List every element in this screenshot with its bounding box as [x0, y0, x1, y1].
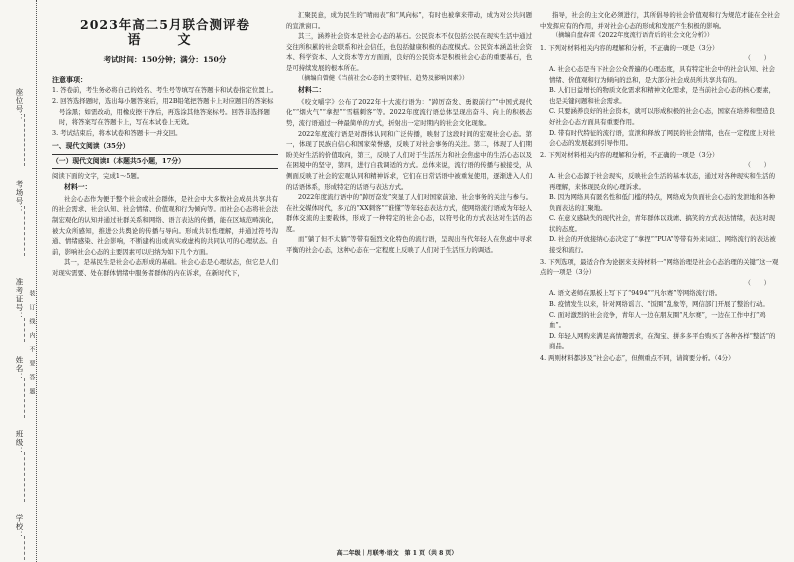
admission-label: 准考证号： [15, 278, 24, 321]
option-c: C. 只要涵养良好的社会资本，就可以形成积极的社会心态，国家在培养和塑造良好社会心态方面具有重要作用。 [549, 107, 776, 126]
answer-bracket: （ ） [744, 54, 770, 63]
note-item: 2. 回答选择题时，选出每小题答案后，用2B铅笔把答题卡上对应题目的答案标号涂黑；如需改动，用橡皮擦干净后，再选涂其他答案标号。回答非选择题时，将答案写在答题卡上，写在本试卷上无效。 [52, 96, 274, 127]
body-paragraph: 社会心态作为便于整个社会或社会群体，是社会中大多数社会成员共享共有的社会需求、社会认知、社会情绪、价值观和行为倾向等。而社会心态将社会法制宏观化的认知并通过社群关系和网络、语言表达的传播，能在区域范畴演化，被大众所感知，推进公共舆论的传播与导向。形成共识性理解，并通过符号沟通、情绪感染、社会影响，不断建构出或真实或虚构的共同认可的心理状态。自前，影响社会心态的主要因素可以归纳为如下几个方面。 [52, 194, 278, 256]
school-label: 学校： [15, 514, 24, 540]
body-paragraph: 指导，社会的主文化必须进行，其所倡导的社会价值观和行为规范才能在全社会中发挥应有的作用，并对社会心态的形成和发展产生积极的影响。 [540, 11, 780, 30]
column-2 [286, 10, 532, 256]
option-b: B. 疫情发生以来，针对网络谣言、“饭圈”乱象等，网信部门开展了整治行动。 [549, 300, 769, 309]
admission-line [24, 318, 25, 342]
option-d: D. 带有时代特征的流行语，宣泄和释放了网民的社会情绪，也在一定程度上对社会心态的发展起到引导作用。 [549, 128, 776, 148]
exam-title: 2023年高二5月联合测评卷 [80, 17, 250, 32]
option-d: D. 年轻人网购来满足高情趣需求，在淘宝、拼多多平台购买了各种各样“整活”的商品。 [549, 331, 776, 351]
option-b: B. 人们日益增长的物质文化需求和精神文化需求，是当前社会心态的核心要素，也是关键问题和社会需求。 [549, 86, 776, 105]
binding-line [36, 0, 37, 562]
seat-label: 座位号： [15, 88, 24, 122]
body-paragraph: 2022年度流行语是对群体认同和广泛传播，映射了这段时间的宏观社会心态。第一，体现了民族自信心和国家荣誉感，反映了对社会事务的关注。第二，体现了人们期盼美好生活的价值取向，第三，反映了人们对于生活压力和社会焦虑中的生活心态以及在困境中的坚守，第四，进行自我调适的方式。总体来说，流行语的传播与被接受，从侧面反映了社会的宏观认同和精神诉求，它们在日常话语中被重复使用，逐渐进入人们的话语体系，形成特定的话语与表达方式。 [286, 129, 532, 191]
body-paragraph: 2022年度流行语中的“踔厉奋发”突显了人们对国家前途、社会事务的关注与参与。在社交媒体时代，多元的“XX刺客”“谁懂”等年轻态表达方式，使网络流行语成为年轻人群体交流的主要载体，形成了一种特定的社会心态，以符号化的方式表达对生活的态度。 [286, 193, 532, 233]
subsection-heading: （一）现代文阅读Ⅰ（本题共5小题，17分） [52, 154, 278, 169]
name-line [24, 378, 25, 418]
reading-instruction: 阅读下面的文字，完成1～5题。 [52, 171, 144, 180]
exam-no-line [24, 206, 25, 256]
column-3 [540, 10, 780, 364]
name-label: 姓名： [15, 356, 24, 382]
option-d: D. 社会的开放接纳心态决定了“拿捏”“PUA”等带有外来词汇、网络流行的表达被接受和流行。 [549, 235, 776, 255]
class-label: 班级： [15, 430, 24, 456]
material-2-heading: 材料二： [298, 86, 326, 95]
answer-bracket: （ ） [744, 278, 770, 287]
question-stem: 4. 两则材料都涉及“社会心态”，但侧重点不同，请简要分析。（4分） [540, 354, 735, 362]
body-paragraph: 其三，涵养社会资本是社会心态的基石。公民资本不仅包括公民在现实生活中通过交往所积累的社会联系和社会信任，也包括健康积极的态度模式。公民资本涵盖社会资本、科学资本、人文资本等方方面面，良好的公民资本是积极社会心态的重要基石，也是可持续发展的根本所在。 [286, 32, 532, 72]
note-item: 1. 答卷前，考生务必将自己的姓名、考生号等填写在答题卡和试卷指定位置上。 [52, 86, 278, 95]
body-paragraph: 汇聚民意，成为民生的“晴雨表”和“风向标”，有时也被拿来带动，成为对公共问题的宣泄窗口。 [286, 11, 532, 30]
option-b: B. 因为网络具有匿名性和低门槛的特点，网络成为负面社会心态的发泄地和各种负面表达的汇聚地。 [549, 193, 776, 212]
body-paragraph: 其一，是基民生是社会心态形成的基础。社会心态是心理状态，但它是人们对现实需要、处在群体情绪中服务者群体的内在诉求，在新时代下， [52, 258, 278, 277]
question-stem: 1. 下列对材料相关内容的理解和分析，不正确的一项是（3分） [540, 43, 719, 52]
exam-subject: 语 文 [127, 32, 203, 48]
note-item: 3. 考试结束后，将本试卷和答题卡一并交回。 [52, 128, 182, 137]
class-line [24, 452, 25, 502]
option-c: C. 面对激烈的社会竞争，青年人一边在朋友圈“凡尔赛”，一边在工作中打“鸡血”。 [549, 310, 766, 330]
option-a: A. 社会心态是当下社会公众普遍的心理态度，具有特定社会中的社会认知、社会情绪、价值观和行为倾向的总和，是大部分社会成员所共享共有的。 [549, 64, 775, 84]
question-stem: 3. 下列选项，最适合作为论据来支持材料一“网络治理是社会心态治理的关键”这一观点的一项是（3分） [540, 257, 779, 277]
question-1 [540, 43, 780, 149]
section-heading: 一、现代文阅读（35分） [52, 142, 130, 151]
binding-notice: 装 订 线 内 不 要 答 题 [28, 290, 35, 395]
question-2 [540, 150, 780, 256]
source-citation: （摘编自盘春雷《2022年度流行语背后的社会文化分析》） [552, 32, 714, 40]
body-paragraph: 《咬文嚼字》公布了2022年十大流行语为：“踔厉奋发、勇毅前行”“中国式现代化”“烟火气”“拿捏”“雪糕刺客”等。2022年度流行语总体呈现出奋斗、向上的积极态势，流行语通过一种最简单的方式，折射出一定时期内的社会文化现象。 [286, 97, 532, 127]
body-paragraph: 而“躺了但不太躺”等带有强烈文化特色的流行语，呈现出当代年轻人在焦虑中寻求平衡的社会心态，这种心态在一定程度上反映了人们对于生活压力的调适。 [286, 235, 532, 255]
option-c: C. 在意义感缺失的现代社会，青年群体以戏谑、搞笑的方式表达情绪，表达对现状的态度。 [549, 214, 776, 233]
notes-heading: 注意事项： [52, 74, 87, 84]
answer-bracket: （ ） [744, 161, 770, 170]
question-stem: 2. 下列对材料相关内容的理解和分析，不正确的一项是（3分） [540, 150, 719, 159]
material-1-heading: 材料一： [64, 183, 92, 192]
option-a: A. 语文老师在黑板上写下了“9494”“凡尔赛”等网络流行语。 [549, 289, 722, 298]
question-4 [540, 353, 780, 364]
column-1 [52, 10, 278, 278]
page-footer: 高二年级｜月联考·语文 第 1 页（共 8 页） [336, 550, 458, 557]
exam-no-label: 考场号： [15, 180, 24, 214]
option-a: A. 社会心态源于社会现实，反映社会生活的基本状态，通过对各种现实和生活的再理解，来体现民众的心理诉求。 [549, 171, 775, 191]
seat-line [24, 114, 25, 166]
binding-margin [0, 0, 50, 562]
question-3 [540, 257, 780, 352]
exam-info: 考试时间：150分钟；满分：150分 [103, 55, 227, 65]
source-citation: （摘编自曾健《当前社会心态的主要特征、趋势及影响因素》） [298, 74, 469, 82]
